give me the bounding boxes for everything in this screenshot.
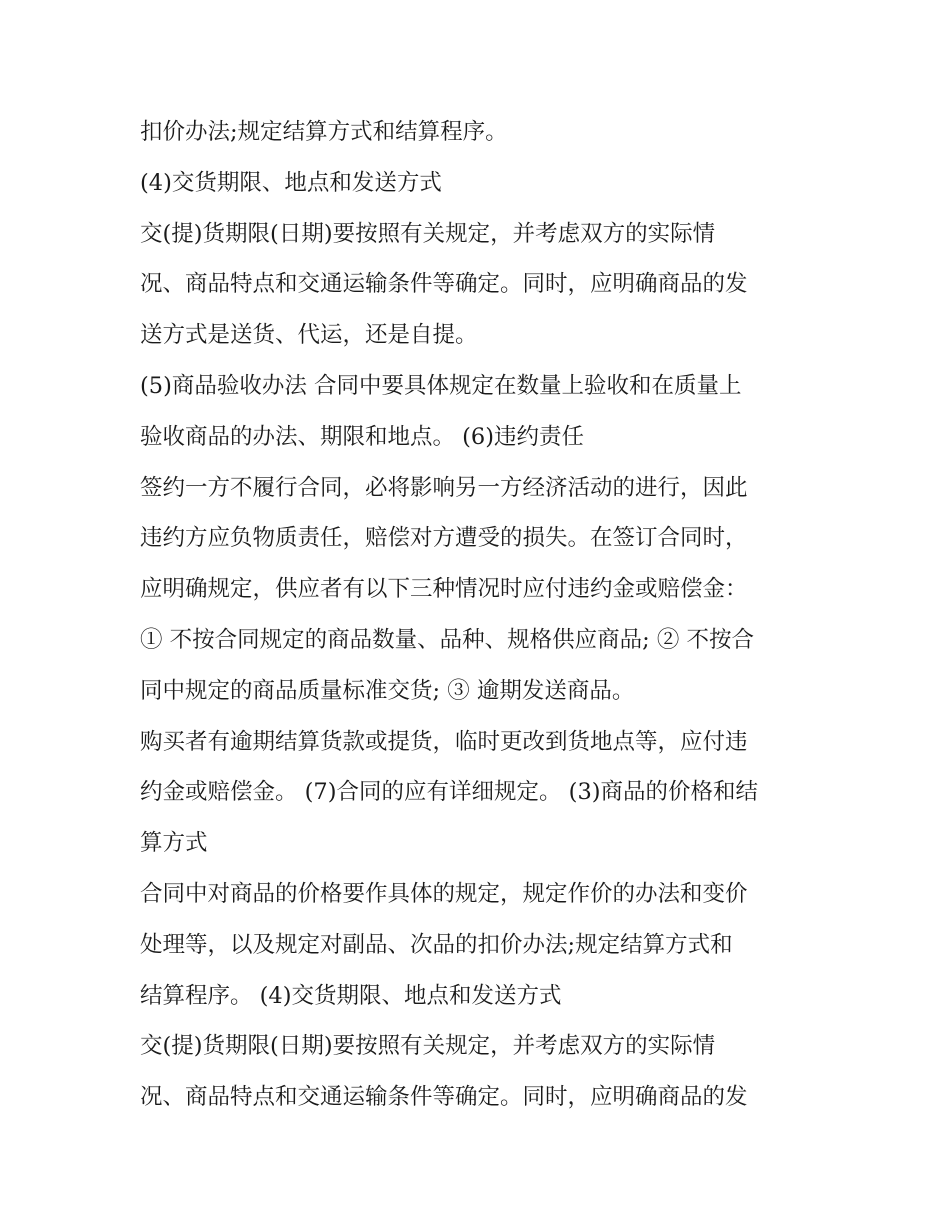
text-line: ① 不按合同规定的商品数量、品种、规格供应商品; ② 不按合 bbox=[140, 626, 755, 653]
text-line: 处理等，以及规定对副品、次品的扣价办法;规定结算方式和 bbox=[140, 931, 733, 958]
text-line: 结算程序。 (4)交货期限、地点和发送方式 bbox=[140, 982, 562, 1009]
text-line: 应明确规定，供应者有以下三种情况时应付违约金或赔偿金： bbox=[140, 576, 748, 603]
text-line: 算方式 bbox=[140, 830, 208, 857]
text-line: 签约一方不履行合同，必将影响另一方经济活动的进行，因此 bbox=[140, 474, 748, 501]
text-line: 约金或赔偿金。 (7)合同的应有详细规定。 (3)商品的价格和结 bbox=[140, 779, 759, 806]
text-line: 交(提)货期限(日期)要按照有关规定，并考虑双方的实际情 bbox=[140, 220, 716, 247]
text-line: 合同中对商品的价格要作具体的规定，规定作价的办法和变价 bbox=[140, 880, 748, 907]
text-line: 送方式是送货、代运，还是自提。 bbox=[140, 322, 478, 349]
text-line: 购买者有逾期结算货款或提货，临时更改到货地点等，应付违 bbox=[140, 728, 748, 755]
text-line: 况、商品特点和交通运输条件等确定。同时，应明确商品的发 bbox=[140, 1084, 748, 1111]
text-line: 违约方应负物质责任，赔偿对方遭受的损失。在签订合同时， bbox=[140, 525, 748, 552]
text-line: 同中规定的商品质量标准交货; ③ 逾期发送商品。 bbox=[140, 677, 635, 704]
text-line: (5)商品验收办法 合同中要具体规定在数量上验收和在质量上 bbox=[140, 372, 742, 399]
document-body bbox=[140, 107, 830, 1123]
text-line: 交(提)货期限(日期)要按照有关规定，并考虑双方的实际情 bbox=[140, 1033, 716, 1060]
text-line: 况、商品特点和交通运输条件等确定。同时，应明确商品的发 bbox=[140, 271, 748, 298]
text-line: (4)交货期限、地点和发送方式 bbox=[140, 169, 442, 196]
text-line: 扣价办法;规定结算方式和结算程序。 bbox=[140, 119, 508, 145]
text-line: 验收商品的办法、期限和地点。 (6)违约责任 bbox=[140, 423, 585, 450]
